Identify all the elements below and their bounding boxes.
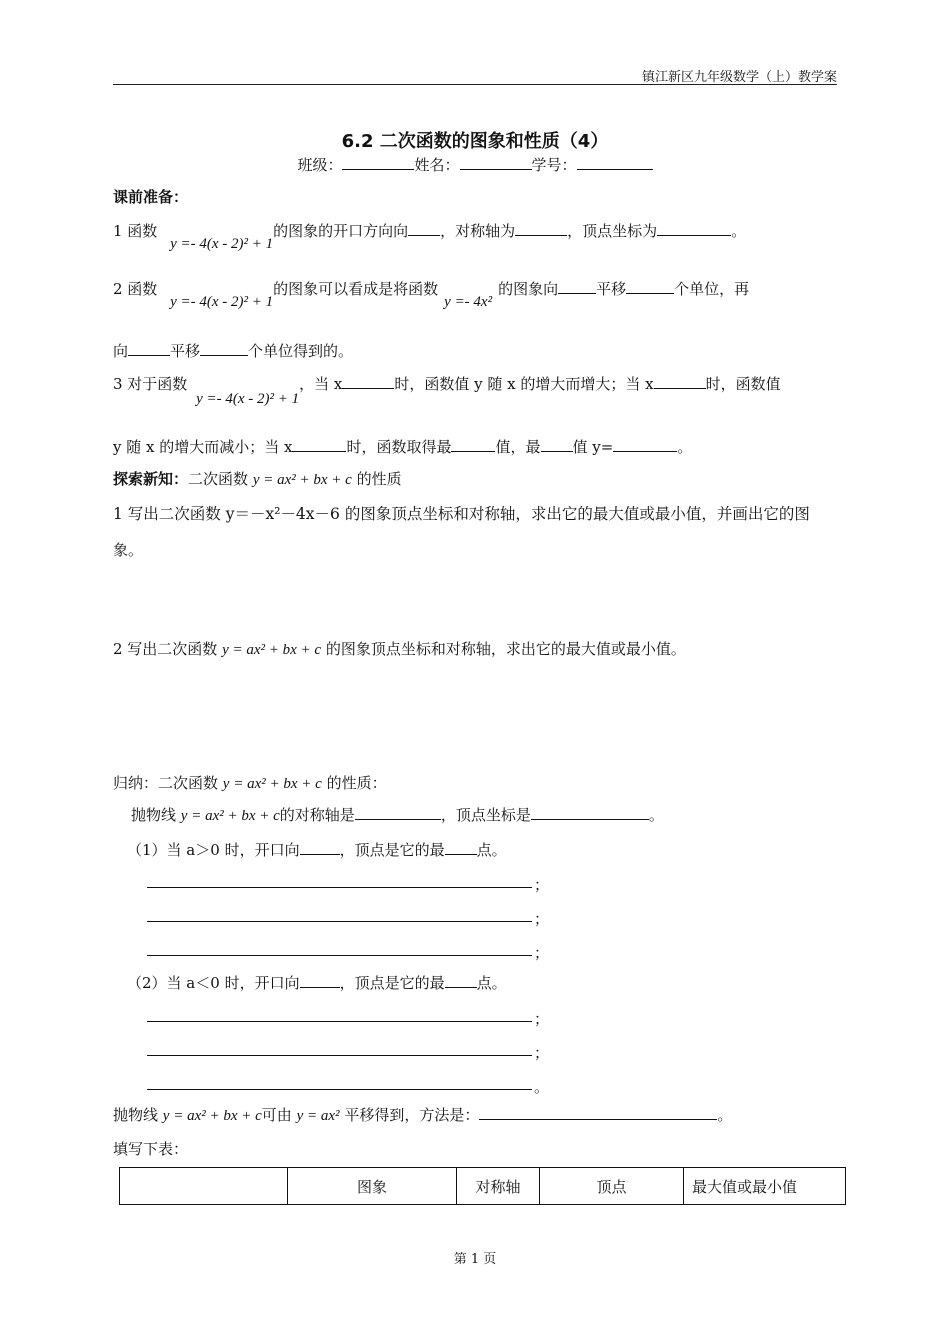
page-header: 镇江新区九年级数学（上）教学案 [641, 70, 837, 85]
summary-parabola-line [131, 804, 664, 825]
q3-formula: y =- 4(x - 2)² + 1 [196, 391, 300, 407]
case1-semi-1: ； [534, 876, 550, 894]
parabola-b: 的对称轴是 [279, 806, 355, 824]
shift-method-blank[interactable] [479, 1105, 717, 1120]
explore-p2-formula: y = ax² + bx + c [222, 642, 322, 658]
shift-line [113, 1104, 732, 1125]
explore-heading: 探索新知： [113, 470, 189, 488]
case2-b: ，顶点是它的最 [339, 974, 445, 992]
q1-text-d: 。 [731, 222, 747, 240]
q1-line [113, 220, 747, 252]
summary-formula: y = ax² + bx + c [222, 776, 322, 792]
case2-semi-1: ； [534, 1010, 550, 1028]
shift-c: 平移得到，方法是： [344, 1106, 480, 1124]
q1-text-b: ，对称轴为 [440, 222, 516, 240]
q1-blank-2[interactable] [515, 221, 567, 236]
axis-blank[interactable] [355, 805, 441, 820]
q2-line2-b: 平移 [170, 342, 201, 360]
explore-heading-end: 的性质 [356, 470, 402, 488]
shift-d: 。 [717, 1106, 733, 1124]
case1-answer-line-2[interactable] [147, 921, 532, 922]
q2-text-b: 的图象向 [498, 280, 559, 298]
vertex-blank[interactable] [531, 805, 649, 820]
summary-a: 归纳：二次函数 [113, 774, 219, 792]
name-label: 姓名： [414, 156, 460, 174]
class-label: 班级： [297, 156, 343, 174]
table-header-cell[interactable] [120, 1168, 288, 1205]
parabola-a: 抛物线 [131, 806, 177, 824]
properties-table [119, 1167, 846, 1205]
case2-line [127, 972, 507, 993]
q3-blank-4[interactable] [451, 437, 495, 452]
q3-blank-1[interactable] [342, 374, 394, 389]
pre-class-heading: 课前准备： [113, 188, 189, 206]
explore-p2-a: 2 写出二次函数 [113, 640, 218, 658]
q3-line2-a: y 随 x 的增大而减小；当 x [113, 438, 293, 456]
q2-formula-2: y =- 4x² [444, 294, 493, 310]
q3-text-c: 时，函数值 [705, 375, 781, 393]
case1-a: （1）当 a＞0 时，开口向 [127, 841, 300, 859]
header-divider [113, 84, 837, 85]
case1-c: 点。 [476, 841, 507, 859]
q2-line2-c: 个单位得到的。 [248, 342, 354, 360]
q2-blank-1[interactable] [558, 279, 596, 294]
q3-text-a: ，当 x [299, 375, 343, 393]
case2-answer-line-2[interactable] [147, 1055, 532, 1056]
explore-heading-line [113, 468, 402, 489]
q3-line-2 [113, 436, 692, 457]
explore-heading-rest: 二次函数 [188, 470, 249, 488]
q3-blank-2[interactable] [654, 374, 706, 389]
page-title: 6.2 二次函数的图象和性质（4） [341, 131, 609, 152]
q1-blank-3[interactable] [657, 221, 731, 236]
fill-table-label: 填写下表： [113, 1140, 189, 1158]
q2-text-d: 个单位，再 [674, 280, 750, 298]
page-number: 第 1 页 [453, 1252, 497, 1267]
case1-blank-2[interactable] [445, 840, 477, 855]
summary-b: 的性质： [326, 774, 387, 792]
case1-blank-1[interactable] [300, 840, 340, 855]
table-header-cell: 图象 [288, 1168, 457, 1205]
name-blank[interactable] [460, 155, 532, 170]
q1-text-a: 的图象的开口方向向 [273, 222, 409, 240]
case2-a: （2）当 a＜0 时，开口向 [127, 974, 300, 992]
q2-line-1 [113, 278, 750, 310]
table-header-cell: 对称轴 [457, 1168, 540, 1205]
q2-formula: y =- 4(x - 2)² + 1 [170, 294, 274, 310]
case2-c: 点。 [476, 974, 507, 992]
case2-answer-line-1[interactable] [147, 1021, 532, 1022]
shift-b: 可由 [261, 1106, 292, 1124]
q3-text-b: 时，函数值 y 随 x 的增大而增大；当 x [394, 375, 654, 393]
parabola-d: 。 [648, 806, 664, 824]
q2-blank-2[interactable] [626, 279, 674, 294]
case2-answer-line-3[interactable] [147, 1089, 532, 1090]
q2-line-2 [113, 340, 353, 361]
q1-number: 1 函数 [113, 222, 158, 240]
explore-formula: y = ax² + bx + c [252, 472, 352, 488]
q3-blank-3[interactable] [292, 437, 346, 452]
q2-text-c: 平移 [596, 280, 627, 298]
q3-blank-5[interactable] [541, 437, 573, 452]
shift-formula: y = ax² + bx + c [162, 1108, 262, 1124]
case1-answer-line-1[interactable] [147, 887, 532, 888]
case2-semi-2: ； [534, 1044, 550, 1062]
case1-answer-line-3[interactable] [147, 955, 532, 956]
q3-line2-c: 值，最 [495, 438, 541, 456]
shift-a: 抛物线 [113, 1106, 159, 1124]
q3-line2-b: 时，函数取得最 [346, 438, 452, 456]
explore-p1-line1: 1 写出二次函数 y＝－x²－4x－6 的图象顶点坐标和对称轴，求出它的最大值或最小值，并画出它的图 [113, 505, 810, 523]
q2-line2-a: 向 [113, 342, 129, 360]
table-header-row [120, 1168, 846, 1205]
id-label: 学号： [531, 156, 577, 174]
q3-line2-d: 值 y= [572, 438, 614, 456]
explore-p2 [113, 638, 686, 659]
q2-blank-4[interactable] [200, 341, 248, 356]
q2-text-a: 的图象可以看成是将函数 [273, 280, 439, 298]
table-header-cell: 最大值或最小值 [684, 1168, 846, 1205]
parabola-c: ，顶点坐标是 [440, 806, 531, 824]
parabola-formula: y = ax² + bx + c [180, 808, 280, 824]
case1-semi-2: ； [534, 910, 550, 928]
class-blank[interactable] [342, 155, 414, 170]
case1-line [127, 839, 507, 860]
q3-number: 3 对于函数 [113, 375, 188, 393]
case2-period: 。 [534, 1078, 550, 1096]
explore-p2-b: 的图象顶点坐标和对称轴，求出它的最大值或最小值。 [325, 640, 686, 658]
student-info-line [0, 154, 950, 175]
q2-number: 2 函数 [113, 280, 158, 298]
q1-formula: y =- 4(x - 2)² + 1 [170, 236, 274, 252]
id-blank[interactable] [577, 155, 653, 170]
q1-blank-1[interactable] [408, 221, 440, 236]
summary-heading [113, 772, 387, 793]
q2-blank-3[interactable] [128, 341, 170, 356]
q3-line-1 [113, 373, 781, 407]
table-header-cell: 顶点 [540, 1168, 684, 1205]
q3-line2-e: 。 [677, 438, 693, 456]
case1-semi-3: ； [534, 944, 550, 962]
explore-p1-line2: 象。 [113, 541, 144, 559]
case1-b: ，顶点是它的最 [339, 841, 445, 859]
shift-formula-2: y = ax² [296, 1108, 340, 1124]
q1-text-c: ，顶点坐标为 [567, 222, 658, 240]
q3-blank-6[interactable] [613, 437, 677, 452]
case2-blank-1[interactable] [300, 973, 340, 988]
case2-blank-2[interactable] [445, 973, 477, 988]
